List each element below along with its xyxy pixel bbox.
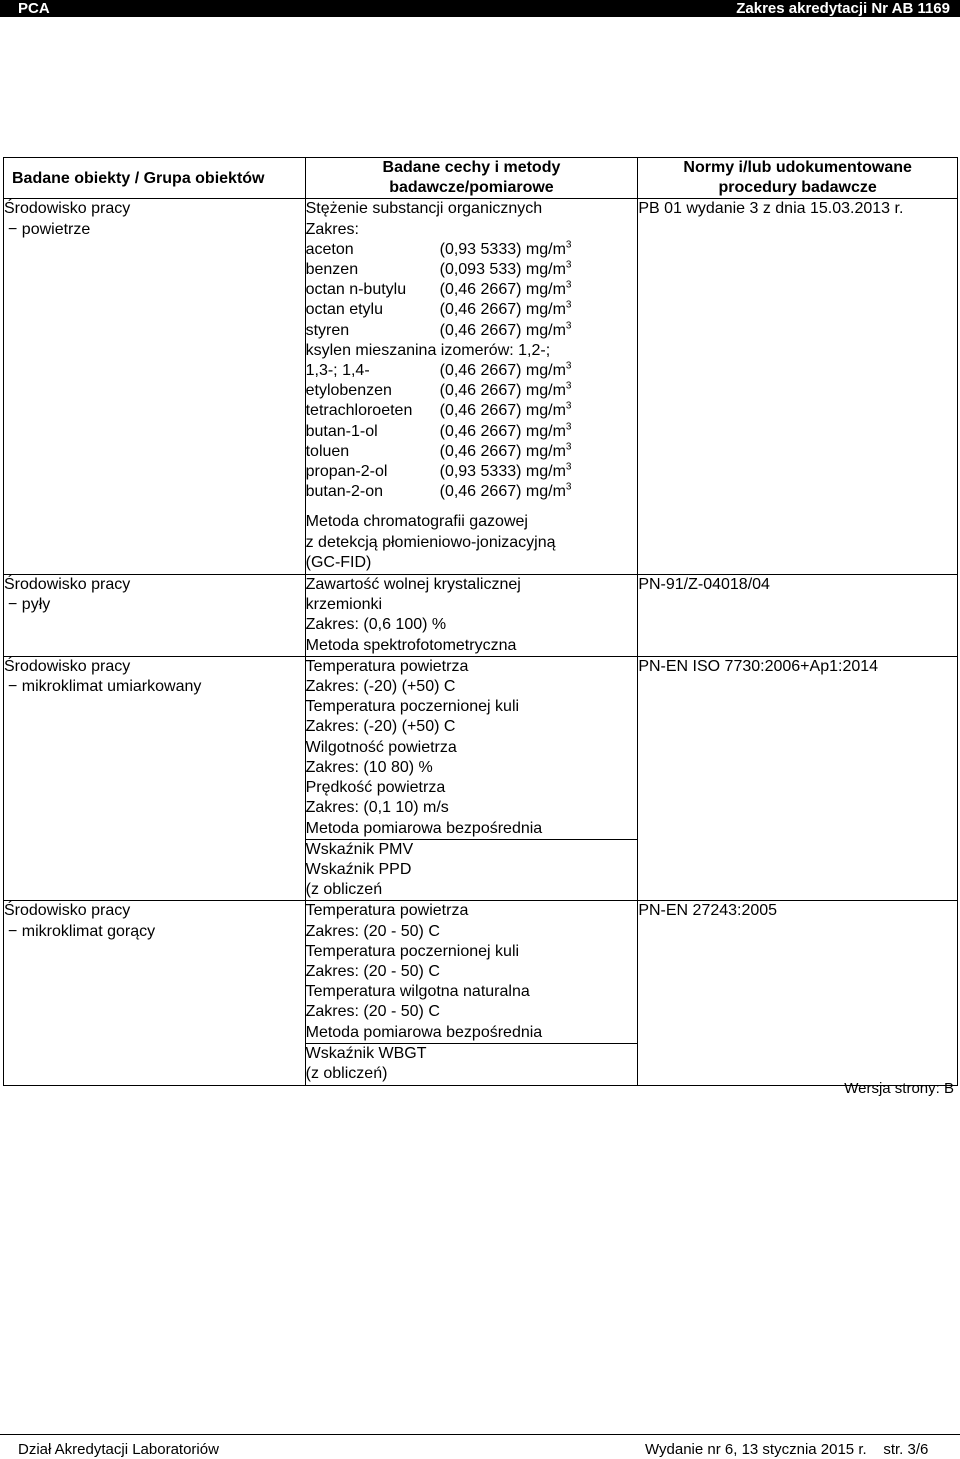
table-header-row bbox=[4, 158, 958, 199]
accreditation-table bbox=[3, 157, 958, 1086]
norm-cell: PN-EN ISO 7730:2006+Ap1:2014 bbox=[638, 656, 958, 900]
table-row bbox=[4, 656, 958, 839]
object-cell: Środowisko pracy − mikroklimat umiarkowany bbox=[4, 656, 306, 900]
header-left: PCA bbox=[18, 0, 50, 17]
object-cell: Środowisko pracy − pyły bbox=[4, 575, 306, 657]
table-row bbox=[4, 901, 958, 1043]
col3-header: Normy i/lub udokumentowane procedury badawcze bbox=[638, 158, 958, 199]
method-cell: Temperatura powietrza Zakres: (20 - 50) C Temperatura poczernionej kuli Zakres: (20 - 50) C Temperatura wilgotna naturalna Zakres: (20 - 50) C Metoda pomiarowa bezpośrednia bbox=[305, 901, 638, 1043]
method-cell: Zawartość wolnej krystalicznej krzemionki Zakres: (0,6 100) % Metoda spektrofotometryczna bbox=[305, 575, 638, 657]
table-row bbox=[4, 199, 958, 575]
col2-header: Badane cechy i metody badawcze/pomiarowe bbox=[305, 158, 638, 199]
norm-cell: PN-91/Z-04018/04 bbox=[638, 575, 958, 657]
norm-cell: PN-EN 27243:2005 bbox=[638, 901, 958, 1086]
method-cell: Stężenie substancji organicznych Zakres: aceton (0,93 5333) $mg/m^3$ benzen (0,093 533) $mg/m^3$ octan n-butylu (0,46 2667) $mg/m^3$ octan etylu (0,46 2667) $mg/m^3$ styren (0,46 2667) $mg/m^3$ ksylen mieszanina izomerów: 1,2-; 1,3-; 1,4- (0,46 2667) $mg/m^3$ etylobenzen (0,46 2667) $mg/m^3$ tetrachloroeten (0,46 2667) $mg/m^3$ butan-1-ol (0,46 2667) $mg/m^3$ toluen (0,46 2667) $mg/m^3$ propan-2-ol (0,93 5333) $mg/m^3$ butan-2-on (0,46 2667) $mg/m^3$ Metoda chromatografii gazowej z detekcją płomieniowo-jonizacyjną (GC-FID) bbox=[305, 199, 638, 575]
col1-header: Badane obiekty / Grupa obiektów bbox=[4, 158, 306, 199]
page-header-bar bbox=[0, 0, 960, 17]
object-cell: Środowisko pracy − mikroklimat gorący bbox=[4, 901, 306, 1086]
table-row bbox=[4, 575, 958, 657]
footer-left: Dział Akredytacji Laboratoriów bbox=[18, 1441, 219, 1458]
norm-cell: PB 01 wydanie 3 z dnia 15.03.2013 r. bbox=[638, 199, 958, 575]
method-subcell: Wskaźnik PMV Wskaźnik PPD (z obliczeń bbox=[305, 839, 638, 901]
object-cell: Środowisko pracy − powietrze bbox=[4, 199, 306, 575]
method-cell: Temperatura powietrza Zakres: (-20) (+50) C Temperatura poczernionej kuli Zakres: (-20) (+50) C Wilgotność powietrza Zakres: (10 80) % Prędkość powietrza Zakres: (0,1 10) m/s Metoda pomiarowa bezpośrednia bbox=[305, 656, 638, 839]
page-version: Wersja strony: B bbox=[844, 1080, 954, 1097]
footer-right: Wydanie nr 6, 13 stycznia 2015 r. str. 3/6 bbox=[645, 1441, 929, 1458]
method-subcell: Wskaźnik WBGT (z obliczeń) bbox=[305, 1043, 638, 1085]
page-footer bbox=[0, 1434, 960, 1458]
header-right: Zakres akredytacji Nr AB 1169 bbox=[736, 0, 950, 17]
